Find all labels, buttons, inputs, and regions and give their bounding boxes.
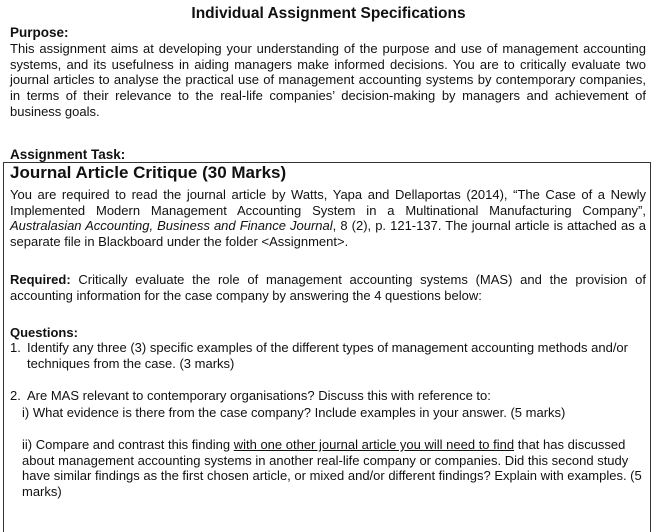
critique-text-1: You are required to read the journal article by Watts, Yapa and Dellaportas (2014), “The Case of a Newly Implemented Modern Management Accounting System in a Multinational Manufacturing Company”, — [10, 187, 646, 218]
required-paragraph — [10, 272, 646, 303]
critique-text-2: , 8 (2), p. 121-137. The journal article is attached as a separate file in Blackboard under the folder <Assignment>. — [10, 218, 646, 250]
questions-heading: Questions: — [10, 325, 78, 340]
question-2-ii-text-1: ii) Compare and contrast this finding — [22, 437, 234, 452]
document-title: Individual Assignment Specifications — [191, 5, 466, 22]
question-2-ii-text-2: that has discussed about management accounting systems in another real-life company or companies. Did this second study have similar findings as the first chosen article, or mixed and/or different findings? Explain with examples. (5 marks) — [22, 437, 642, 499]
question-2-ii-paragraph — [22, 437, 645, 499]
question-2-ii-underlined: with one other journal article you will need to find — [233, 437, 515, 452]
required-text: Critically evaluate the role of management accounting systems (MAS) and the provision of accounting information for the case company by answering the 4 questions below: — [10, 272, 646, 303]
required-label: Required: — [10, 272, 71, 287]
critique-paragraph — [10, 187, 646, 250]
critique-journal-name: Australasian Accounting, Business and Finance Journal — [10, 218, 333, 234]
question-1-number: 1. — [10, 340, 21, 355]
task-heading: Assignment Task: — [10, 147, 126, 162]
question-1-text: Identify any three (3) specific examples of the different types of management accounting methods and/or techniques from the case. (3 marks) — [27, 340, 628, 371]
question-2-text: Are MAS relevant to contemporary organisations? Discuss this with reference to: — [27, 388, 491, 403]
purpose-paragraph: This assignment aims at developing your understanding of the purpose and use of management accounting systems, and its usefulness in aiding managers make informed decisions. You are to critically evaluate two journal articles to analyse the practical use of management accounting systems by contemporary companies, in terms of their relevance to the real-life companies’ decision-making by managers and achievement of business goals. — [10, 41, 646, 119]
critique-title: Journal Article Critique (30 Marks) — [10, 163, 287, 182]
question-2-number: 2. — [10, 388, 21, 403]
purpose-heading: Purpose: — [10, 25, 69, 40]
question-2-i-text: i) What evidence is there from the case company? Include examples in your answer. (5 marks) — [22, 405, 566, 420]
